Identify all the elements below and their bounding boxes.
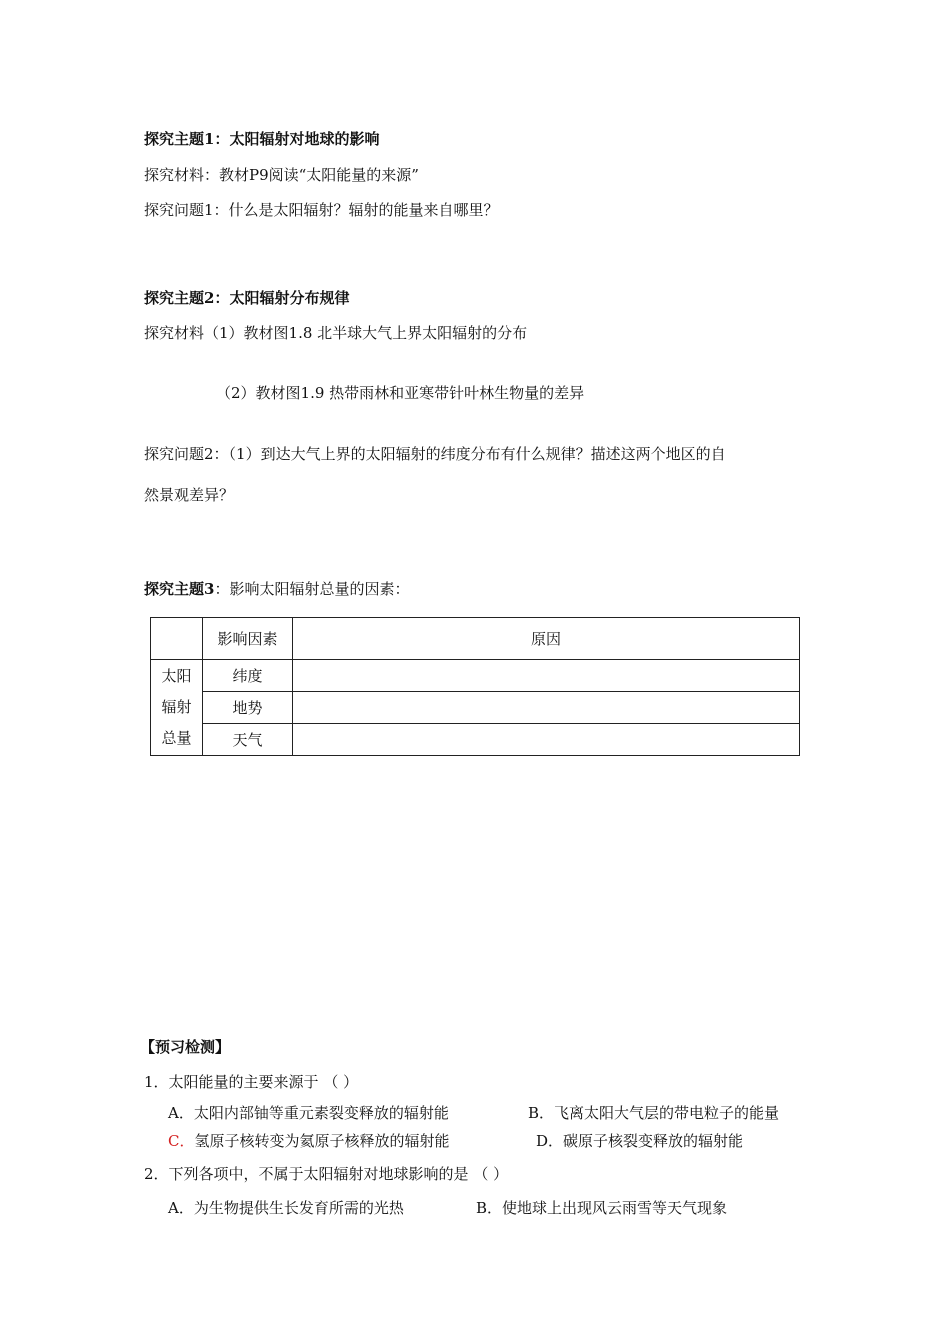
row-group-label [151,660,203,756]
topic2-question-line1: 探究问题2：（1）到达大气上界的太阳辐射的纬度分布有什么规律？描述这两个地区的自 [144,445,726,463]
q1-option-a: A．太阳内部铀等重元素裂变释放的辐射能 [168,1104,449,1122]
row-group-text-2: 辐射 [161,698,192,716]
row-group-text-1: 太阳 [161,667,192,685]
topic2-material-2: （2）教材图1.9 热带雨林和亚寒带针叶林生物量的差异 [216,384,585,402]
table-row [151,660,800,692]
topic3-title-bold: 探究主题3 [144,580,215,598]
reason-cell[interactable] [293,660,800,692]
factors-table [150,617,800,756]
q1-stem: 1．太阳能量的主要来源于 （ ） [144,1073,359,1091]
topic2-title: 探究主题2：太阳辐射分布规律 [144,289,350,307]
q2-option-b: B．使地球上出现风云雨雪等天气现象 [476,1199,728,1217]
topic1-title: 探究主题1：太阳辐射对地球的影响 [144,130,380,148]
q1-option-c-text: 氢原子核转变为氦原子核释放的辐射能 [194,1132,450,1150]
row-group-text-3: 总量 [161,729,192,747]
factor-cell: 天气 [203,724,293,756]
header-reason: 原因 [293,618,800,660]
preview-heading: 【预习检测】 [140,1038,231,1056]
table-header-row [151,618,800,660]
topic3-title-rest: ：影响太阳辐射总量的因素： [214,580,410,598]
table-row [151,692,800,724]
factor-cell: 纬度 [203,660,293,692]
q2-stem: 2．下列各项中，不属于太阳辐射对地球影响的是 （ ） [144,1165,509,1183]
topic3-title [144,578,409,599]
q2-option-a: A．为生物提供生长发育所需的光热 [168,1199,404,1217]
topic1-material: 探究材料：教材P9阅读“太阳能量的来源” [144,166,419,184]
topic2-question-line2: 然景观差异？ [144,486,235,504]
q1-option-d: D．碳原子核裂变释放的辐射能 [536,1132,744,1150]
q1-option-c [168,1130,450,1151]
q1-option-b: B．飞离太阳大气层的带电粒子的能量 [528,1104,780,1122]
reason-cell[interactable] [293,724,800,756]
table-corner-cell [151,618,203,660]
table-row [151,724,800,756]
reason-cell[interactable] [293,692,800,724]
topic1-question: 探究问题1：什么是太阳辐射？辐射的能量来自哪里？ [144,201,499,219]
header-factor: 影响因素 [203,618,293,660]
q1-option-c-letter: C． [168,1132,195,1150]
topic2-material-1: 探究材料（1）教材图1.8 北半球大气上界太阳辐射的分布 [144,324,528,342]
factor-cell: 地势 [203,692,293,724]
